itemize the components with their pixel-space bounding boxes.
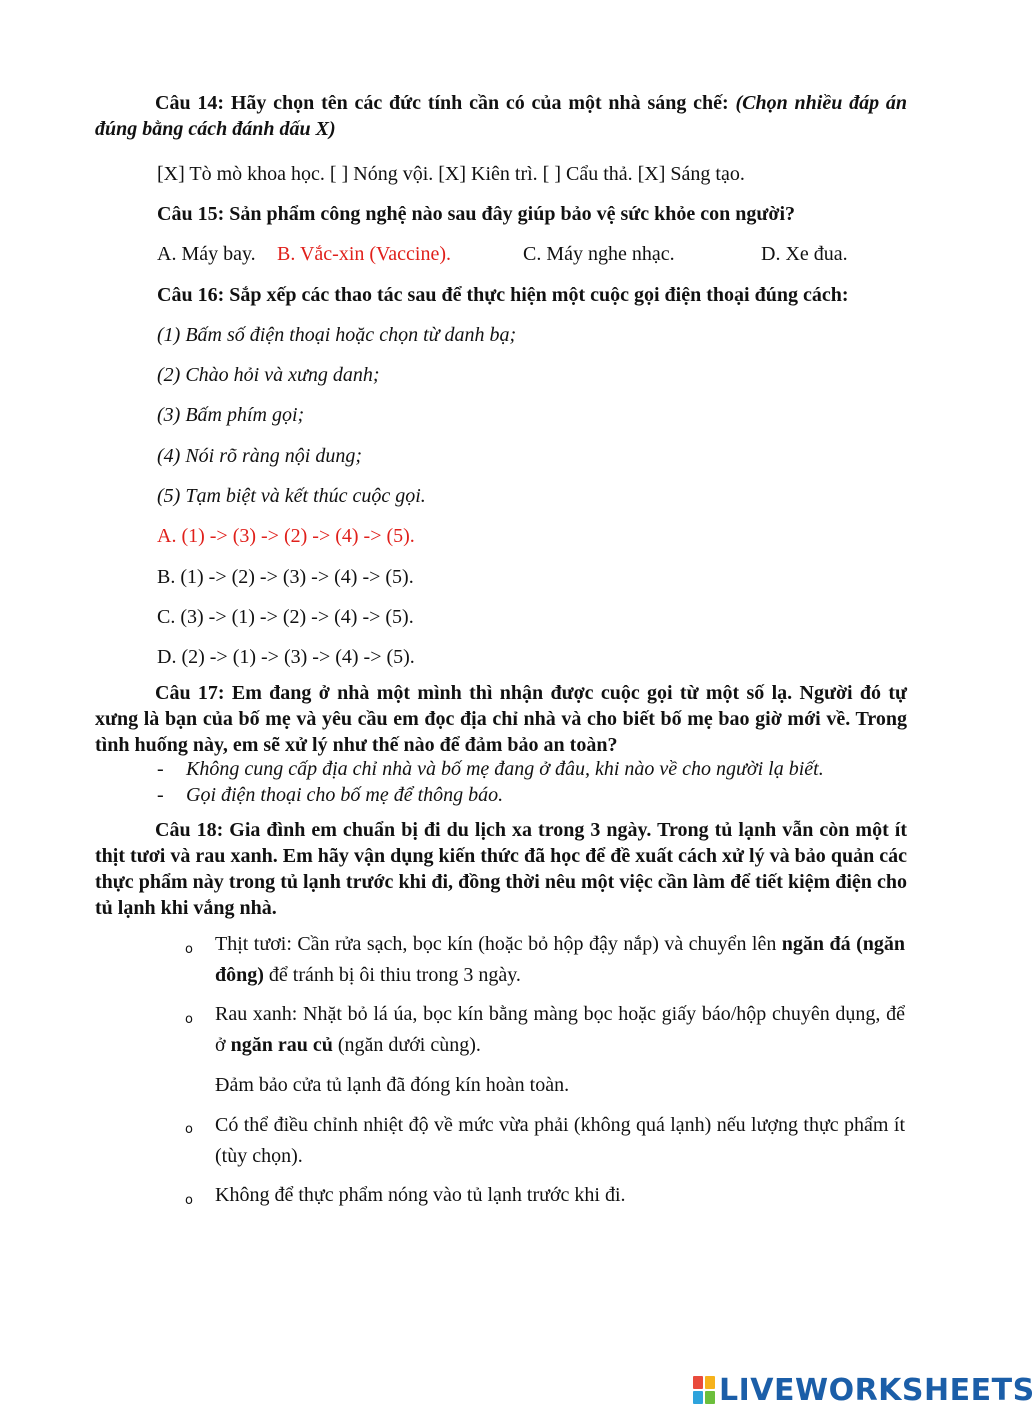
q16-step-1: (1) Bấm số điện thoại hoặc chọn từ danh bạ; <box>157 324 517 346</box>
q18-item-meat-text: Thịt tươi: Cần rửa sạch, bọc kín (hoặc bỏ hộp đậy nắp) và chuyển lên <box>215 933 782 955</box>
q16-step-5: (5) Tạm biệt và kết thúc cuộc gọi. <box>157 485 426 507</box>
q16-answer-b: B. (1) -> (2) -> (3) -> (4) -> (5). <box>157 566 414 588</box>
q14-label: Câu 14: <box>155 92 231 114</box>
q15-option-b-correct: B. Vắc-xin (Vaccine). <box>277 243 452 265</box>
q16-step-3: (3) Bấm phím gọi; <box>157 404 305 426</box>
q18-item-veg-text: Rau xanh: Nhặt bỏ lá úa, bọc kín bằng màng bọc hoặc giấy báo/hộp chuyên dụng, để ở <box>215 1003 905 1056</box>
q16-answer-c: C. (3) -> (1) -> (2) -> (4) -> (5). <box>157 606 414 628</box>
q17-title-text: Câu 17: Em đang ở nhà một mình thì nhận được cuộc gọi từ một số lạ. Người đó tự xưng là bạn của bố mẹ và yêu cầu em đọc địa chỉ nhà và cho biết bố mẹ bao giờ mới về. Trong tình huống này, em sẽ xử lý như thế nào để đảm bảo an toàn? <box>95 682 907 756</box>
q14-note: (Chọn nhiều đáp án đúng bằng cách đánh dấu X) <box>95 92 908 140</box>
q17-dash-1: - <box>157 758 164 780</box>
q18-item-temperature: Có thể điều chỉnh nhiệt độ về mức vừa phải (không quá lạnh) nếu lượng thực phẩm ít (tùy chọn). <box>215 1114 905 1167</box>
q15-option-d: D. Xe đua. <box>761 243 848 265</box>
bullet-icon: o <box>185 1193 193 1208</box>
q16-answer-d: D. (2) -> (1) -> (3) -> (4) -> (5). <box>157 646 415 668</box>
liveworksheets-logo-icon <box>693 1376 715 1404</box>
q16-answer-a-correct: A. (1) -> (3) -> (2) -> (4) -> (5). <box>157 525 415 547</box>
liveworksheets-logo-text: LIVEWORKSHEETS <box>719 1372 1035 1408</box>
q18-item-veg-end: (ngăn dưới cùng). <box>332 1034 481 1056</box>
q17-title <box>95 680 907 758</box>
q14-text: Hãy chọn tên các đức tính cần có của một nhà sáng chế: <box>230 92 736 114</box>
q18-item-veg-bold: ngăn rau củ <box>230 1034 333 1056</box>
q15-title: Câu 15: Sản phẩm công nghệ nào sau đây giúp bảo vệ sức khỏe con người? <box>157 203 795 225</box>
q16-title: Câu 16: Sắp xếp các thao tác sau để thực hiện một cuộc gọi điện thoại đúng cách: <box>157 284 849 306</box>
bullet-icon: o <box>185 942 193 957</box>
q14-options: [X] Tò mò khoa học. [ ] Nóng vội. [X] Kiên trì. [ ] Cẩu thả. [X] Sáng tạo. <box>157 163 745 185</box>
q17-answer-2: Gọi điện thoại cho bố mẹ để thông báo. <box>186 784 504 806</box>
q16-step-4: (4) Nói rõ ràng nội dung; <box>157 445 362 467</box>
q18-title-text: Câu 18: Gia đình em chuẩn bị đi du lịch xa trong 3 ngày. Trong tủ lạnh vẫn còn một ít thịt tươi và rau xanh. Em hãy vận dụng kiến thức đã học để đề xuất cách xử lý và bảo quản các thực phẩm này trong tủ lạnh trước khi đi, đồng thời nêu một việc cần làm để tiết kiệm điện cho tủ lạnh khi vắng nhà. <box>95 819 907 919</box>
bullet-icon: o <box>185 1122 193 1137</box>
q18-title <box>95 817 907 921</box>
q17-answer-1: Không cung cấp địa chỉ nhà và bố mẹ đang ở đâu, khi nào về cho người lạ biết. <box>186 758 824 780</box>
q18-item-meat-end: để tránh bị ôi thiu trong 3 ngày. <box>263 964 521 986</box>
q18-item-meat-bold: ngăn đá (ngăn đông) <box>215 933 905 986</box>
question-14 <box>95 90 907 142</box>
q16-step-2: (2) Chào hỏi và xưng danh; <box>157 364 380 386</box>
q17-dash-2: - <box>157 784 164 806</box>
q18-item-hot-food: Không để thực phẩm nóng vào tủ lạnh trước khi đi. <box>215 1184 626 1206</box>
bullet-icon: o <box>185 1012 193 1027</box>
q15-option-c: C. Máy nghe nhạc. <box>523 243 675 265</box>
q18-item-veg <box>215 999 905 1061</box>
q15-option-a: A. Máy bay. <box>157 243 256 265</box>
liveworksheets-logo <box>693 1373 1035 1407</box>
q18-note: Đảm bảo cửa tủ lạnh đã đóng kín hoàn toàn. <box>215 1074 570 1096</box>
q18-item-meat <box>215 929 905 991</box>
